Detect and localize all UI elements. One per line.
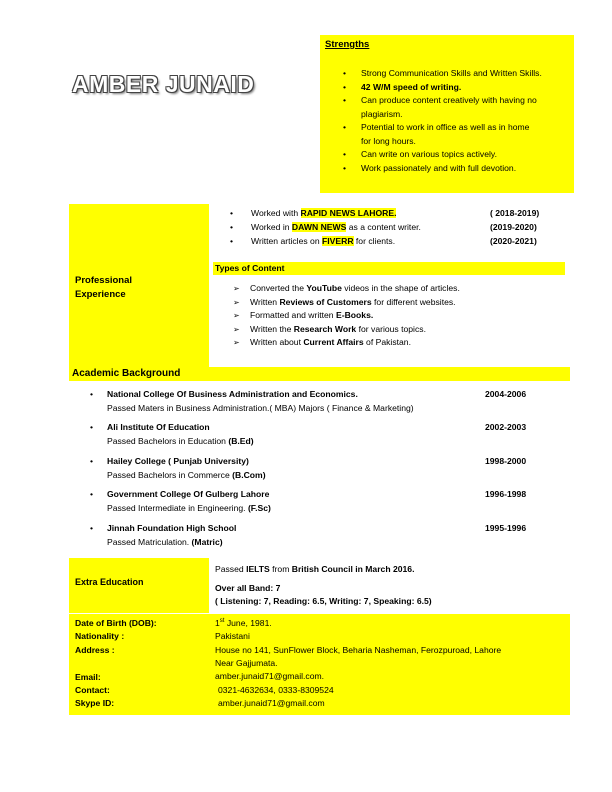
education-years: 2002-2003	[485, 422, 527, 432]
bullet-icon: •	[230, 208, 234, 218]
strength-item: • 42 W/M speed of writing.	[320, 81, 572, 95]
bullet-icon: •	[90, 523, 94, 533]
content-type-item: ➢ Converted the YouTube videos in the shape of articles.	[230, 282, 560, 296]
dob-value: 1st June, 1981.	[215, 617, 272, 628]
bullet-icon: •	[90, 456, 94, 466]
bullet-icon: •	[230, 222, 234, 232]
ielts-line: Passed IELTS from British Council in March 2016.	[215, 564, 415, 574]
strength-item: • Can produce content creatively with having no plagiarism.	[320, 94, 572, 121]
job-years: (2019-2020)	[490, 222, 537, 232]
content-type-item: ➢ Written about Current Affairs of Pakistan.	[230, 336, 560, 350]
institution-name: Ali Institute Of Education	[107, 422, 210, 432]
content-type-item: ➢ Written the Research Work for various topics.	[230, 323, 560, 337]
candidate-name: AMBER JUNAID	[72, 71, 255, 97]
overall-band: Over all Band: 7	[215, 582, 281, 593]
skype-value: amber.junaid71@gmail.com	[218, 698, 325, 708]
institution-name: National College Of Business Administration and Economics.	[107, 389, 358, 399]
degree-text: Passed Maters in Business Administration.( MBA) Majors ( Finance & Marketing)	[107, 402, 414, 413]
address-line-1: House no 141, SunFlower Block, Beharia Nasheman, Ferozpuroad, Lahore	[215, 645, 502, 655]
employer-name: DAWN NEWS	[291, 222, 347, 232]
institution-name: Hailey College ( Punjab University)	[107, 456, 249, 466]
strength-item: • Can write on various topics actively.	[320, 148, 572, 162]
bullet-icon: •	[230, 236, 234, 246]
experience-label: Professional Experience	[75, 275, 133, 300]
address-line-2: Near Gajjumata.	[215, 658, 278, 668]
degree-text: Passed Bachelors in Commerce (B.Com)	[107, 469, 266, 480]
job-years: ( 2018-2019)	[490, 208, 540, 218]
extra-education-content	[215, 563, 432, 609]
nationality-label: Nationality :	[75, 631, 125, 641]
degree-text: Passed Matriculation. (Matric)	[107, 536, 223, 547]
bullet-icon: •	[90, 389, 94, 399]
dob-label: Date of Birth (DOB):	[75, 618, 157, 628]
job-years: (2020-2021)	[490, 236, 537, 246]
contact-label: Contact:	[75, 685, 110, 695]
institution-name: Jinnah Foundation High School	[107, 523, 237, 533]
strengths-list	[320, 67, 572, 175]
content-type-item: ➢ Written Reviews of Customers for different websites.	[230, 296, 560, 310]
strength-item: • Work passionately and with full devotion.	[320, 162, 572, 176]
skype-label: Skype ID:	[75, 698, 115, 708]
email-value: amber.junaid71@gmail.com.	[215, 671, 325, 681]
contact-value: 0321-4632634, 0333-8309524	[218, 685, 334, 695]
education-years: 1995-1996	[485, 523, 527, 533]
education-years: 1998-2000	[485, 456, 527, 466]
education-years: 2004-2006	[485, 389, 527, 399]
content-type-item: ➢ Formatted and written E-Books.	[230, 309, 560, 323]
employer-name: RAPID NEWS LAHORE.	[300, 208, 397, 218]
degree-text: Passed Intermediate in Engineering. (F.Sc)	[107, 502, 271, 513]
academic-title: Academic Background	[72, 368, 181, 379]
degree-text: Passed Bachelors in Education (B.Ed)	[107, 435, 254, 446]
nationality-value: Pakistani	[215, 631, 250, 641]
education-years: 1996-1998	[485, 489, 527, 499]
strength-item: • Potential to work in office as well as in home for long hours.	[320, 121, 572, 148]
bullet-icon: •	[90, 489, 94, 499]
employer-name: FIVERR	[322, 236, 354, 246]
band-scores: ( Listening: 7, Reading: 6.5, Writing: 7, Speaking: 6.5)	[215, 596, 432, 606]
strengths-title: Strengths	[325, 39, 370, 50]
address-label: Address :	[75, 645, 115, 655]
strengths-section	[320, 35, 574, 193]
institution-name: Government College Of Gulberg Lahore	[107, 489, 270, 499]
email-label: Email:	[75, 672, 101, 682]
strength-item: • Strong Communication Skills and Written Skills.	[320, 67, 572, 81]
types-of-content-title: Types of Content	[215, 263, 285, 273]
content-types-list	[230, 282, 560, 350]
bullet-icon: •	[90, 422, 94, 432]
extra-education-label: Extra Education	[75, 577, 144, 587]
